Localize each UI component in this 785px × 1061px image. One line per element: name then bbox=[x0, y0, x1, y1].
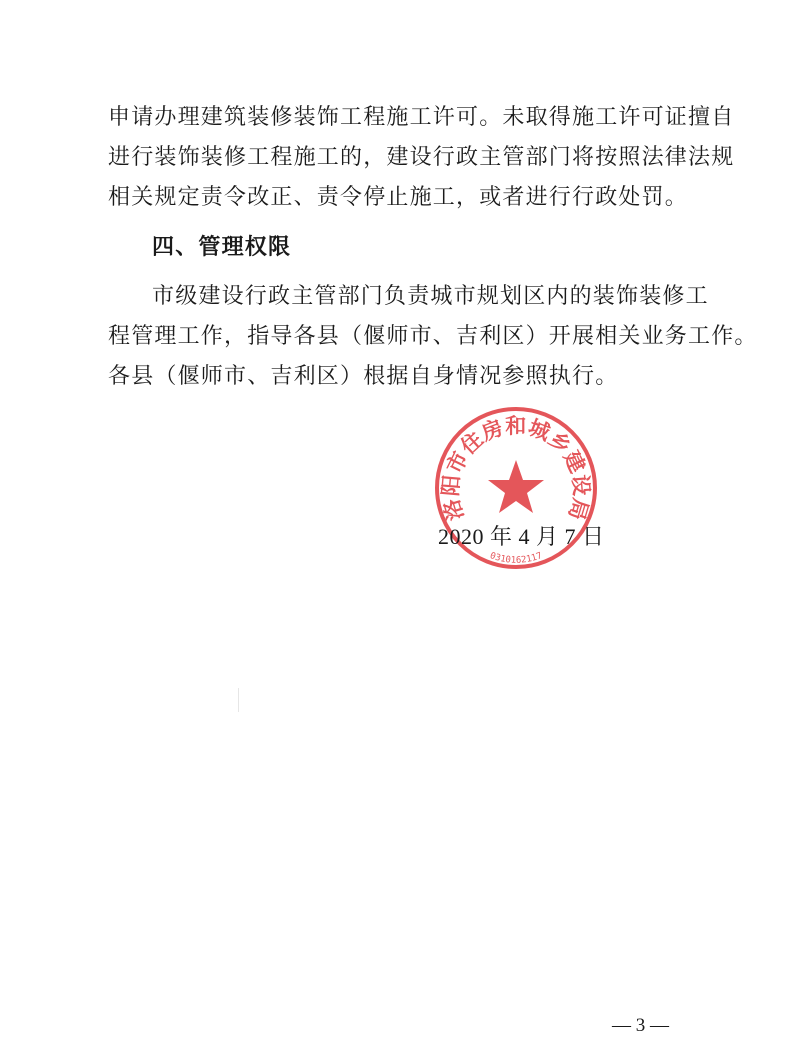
section-heading: 四、管理权限 bbox=[152, 235, 292, 260]
body-line: 进行装饰装修工程施工的，建设行政主管部门将按照法律法规 bbox=[108, 145, 735, 170]
body-line: 市级建设行政主管部门负责城市规划区内的装饰装修工 bbox=[152, 284, 709, 309]
body-line: 相关规定责令改正、责令停止施工，或者进行行政处罚。 bbox=[108, 185, 689, 210]
page-number: — 3 — bbox=[612, 1015, 669, 1036]
body-line: 申请办理建筑装修装饰工程施工许可。未取得施工许可证擅自 bbox=[108, 105, 735, 130]
body-line: 各县（偃师市、吉利区）根据自身情况参照执行。 bbox=[108, 364, 619, 389]
body-line: 程管理工作，指导各县（偃师市、吉利区）开展相关业务工作。 bbox=[108, 324, 758, 349]
seal-code: 0310162117 bbox=[488, 551, 544, 566]
seal-text: 洛阳市住房和城乡建设局 bbox=[438, 413, 594, 524]
scan-mark bbox=[238, 688, 239, 712]
star-icon bbox=[488, 460, 544, 513]
body-paragraph-1 bbox=[108, 98, 735, 218]
body-paragraph-2 bbox=[108, 277, 758, 397]
signature-date: 2020 年 4 月 7 日 bbox=[438, 524, 605, 549]
